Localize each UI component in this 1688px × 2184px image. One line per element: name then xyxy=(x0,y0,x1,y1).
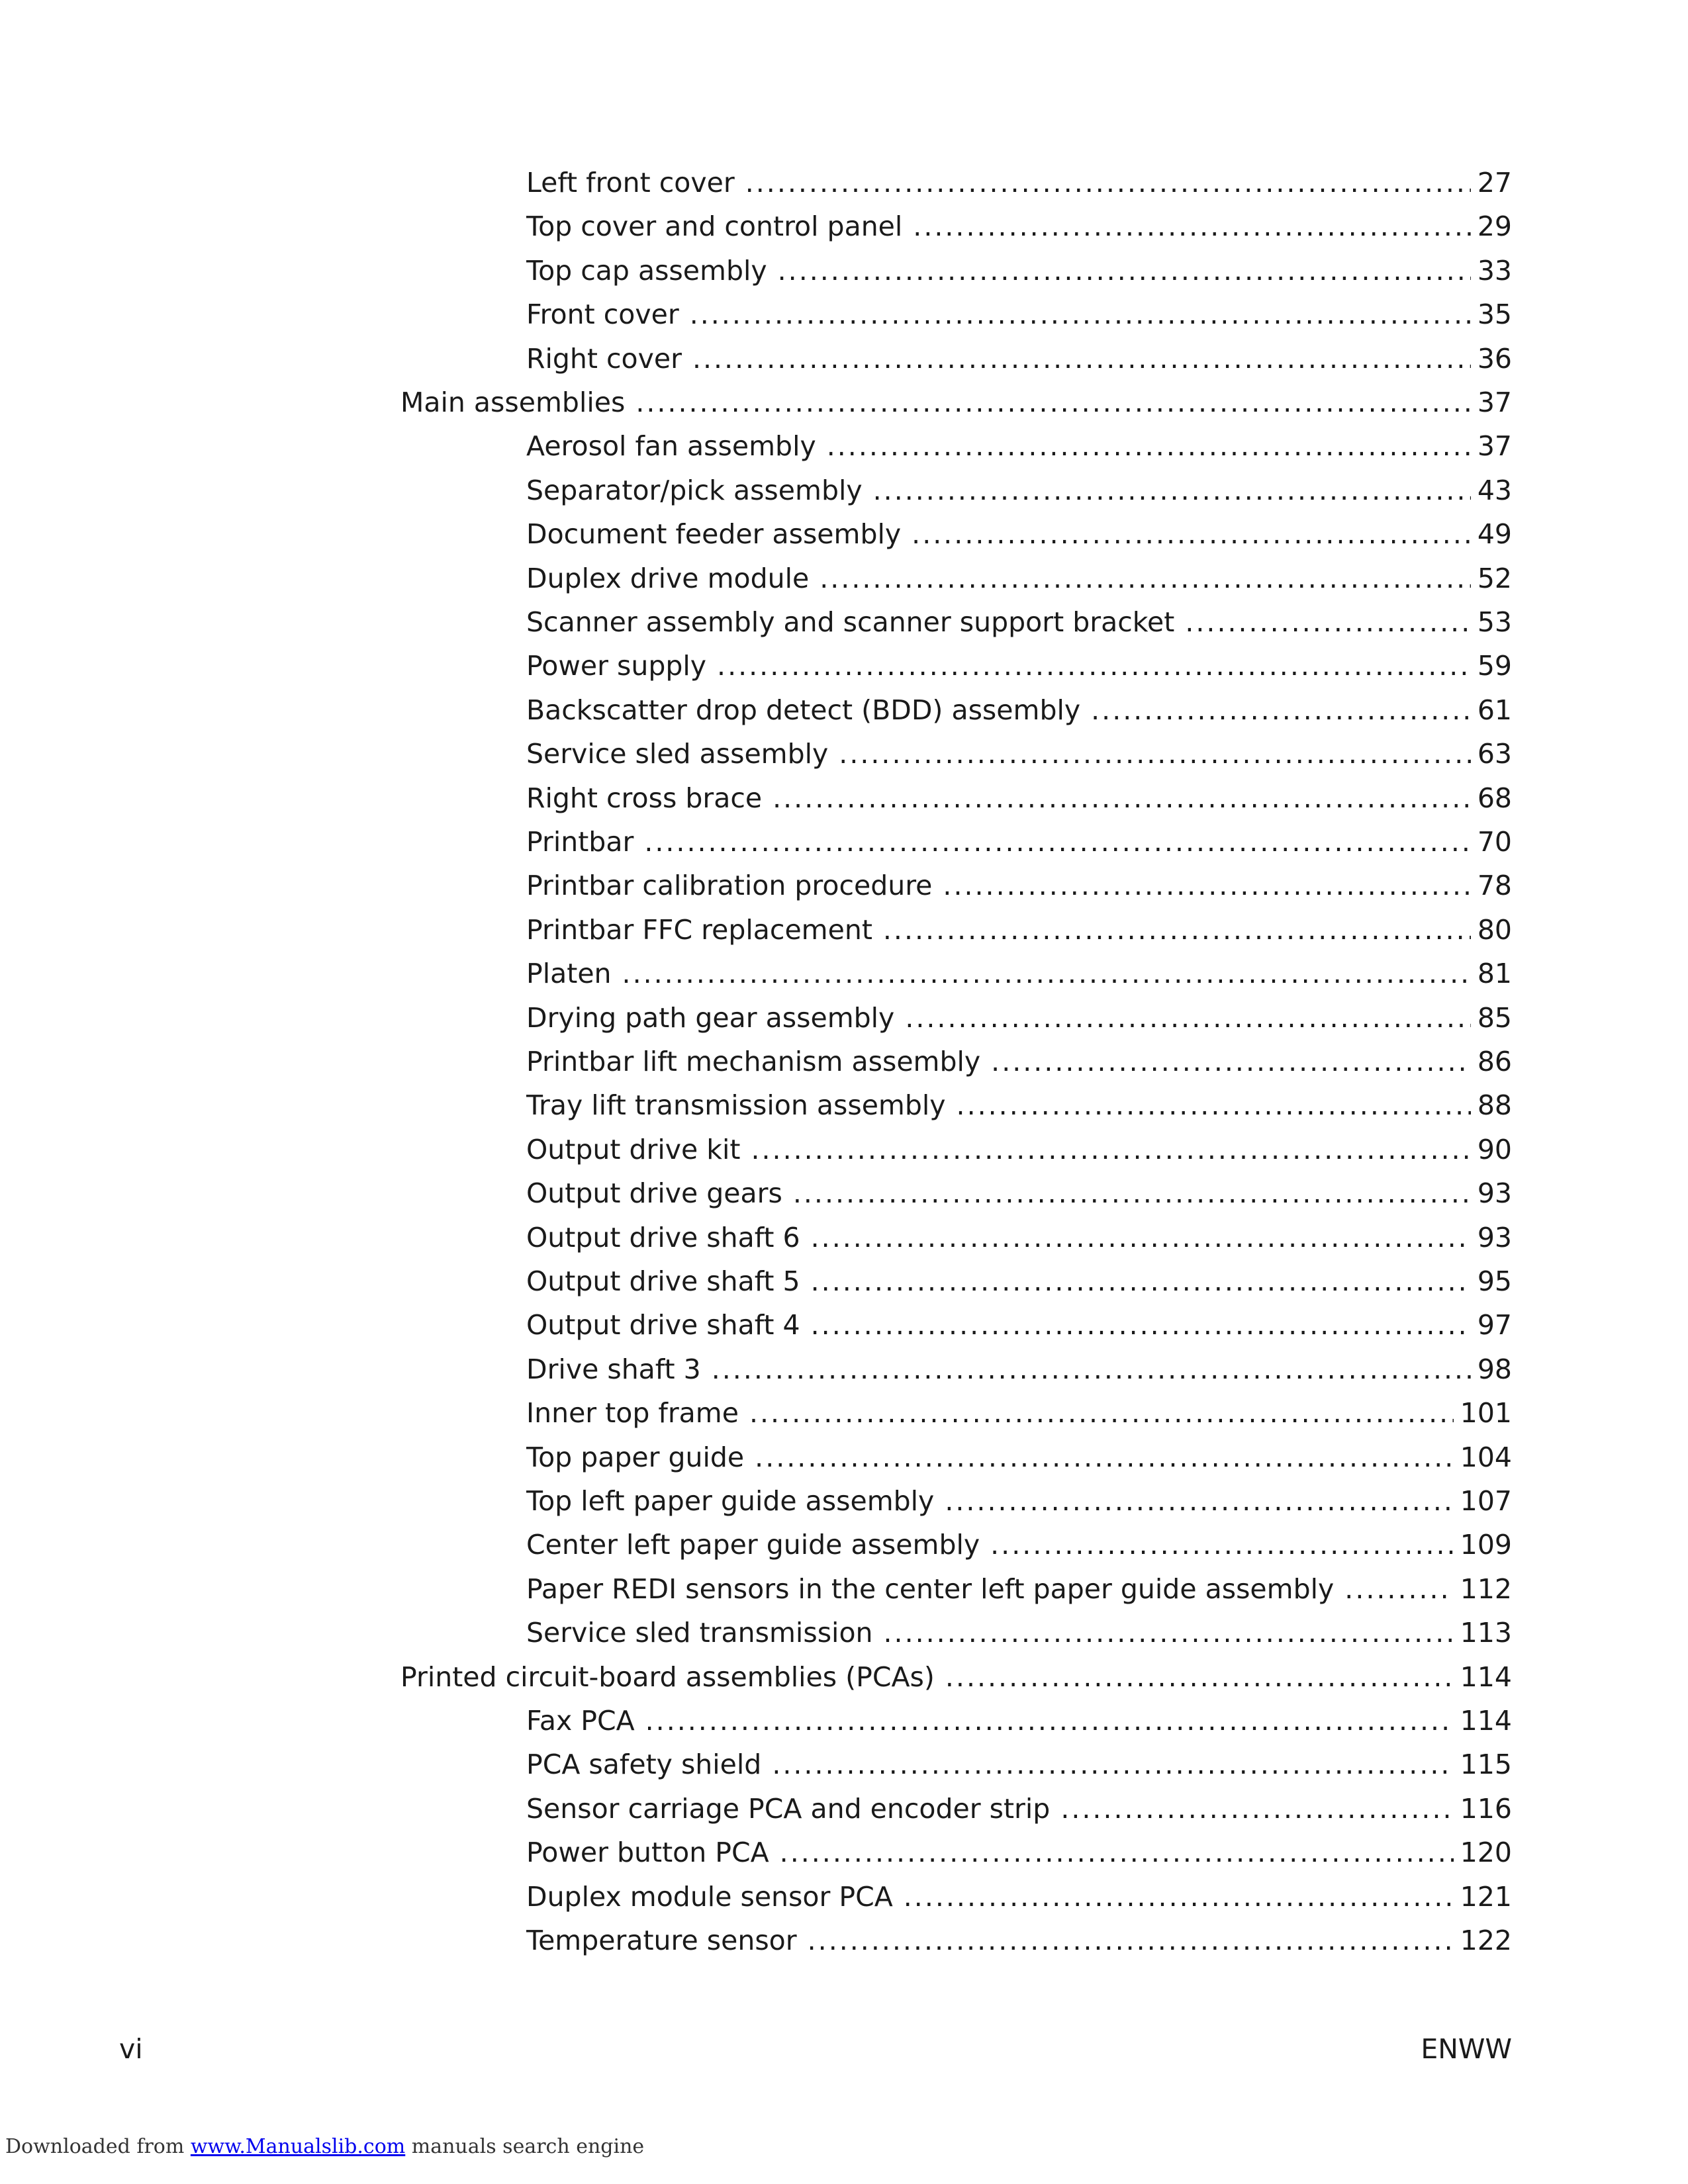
toc-entry-title[interactable]: Top left paper guide assembly xyxy=(526,1485,935,1517)
toc-dot-leader xyxy=(943,864,1470,907)
toc-entry[interactable] xyxy=(526,1040,1512,1083)
toc-entry-title[interactable]: Output drive kit xyxy=(526,1133,741,1165)
toc-entry-title[interactable]: Front cover xyxy=(526,298,679,331)
toc-entry-page: 43 xyxy=(1477,474,1512,506)
toc-dot-leader xyxy=(873,469,1471,512)
toc-entry[interactable] xyxy=(526,1787,1512,1831)
toc-entry-page: 114 xyxy=(1460,1661,1512,1693)
toc-entry[interactable] xyxy=(526,776,1512,820)
toc-entry[interactable] xyxy=(526,557,1512,600)
toc-entry-page: 63 xyxy=(1477,738,1512,770)
toc-dot-leader xyxy=(749,1391,1454,1435)
toc-entry-page: 33 xyxy=(1477,254,1512,287)
toc-entry[interactable] xyxy=(526,644,1512,688)
toc-entry-title[interactable]: Power supply xyxy=(526,650,707,682)
toc-entry[interactable] xyxy=(526,424,1512,468)
toc-entry-title[interactable]: Platen xyxy=(526,958,612,990)
toc-dot-leader xyxy=(883,908,1471,952)
toc-entry[interactable] xyxy=(526,469,1512,512)
toc-dot-leader xyxy=(913,205,1471,248)
toc-entry-page: 116 xyxy=(1460,1792,1512,1825)
toc-entry[interactable] xyxy=(526,337,1512,381)
toc-entry[interactable] xyxy=(526,1523,1512,1567)
toc-entry-page: 86 xyxy=(1477,1046,1512,1077)
manualslib-link[interactable]: www.Manualslib.com xyxy=(190,2135,406,2158)
toc-dot-leader xyxy=(904,1875,1454,1919)
toc-dot-leader xyxy=(717,644,1471,688)
toc-entry-title[interactable]: Printbar FFC replacement xyxy=(526,913,872,946)
toc-entry-page: 93 xyxy=(1477,1221,1512,1253)
toc-entry-title[interactable]: Main assemblies xyxy=(400,387,626,418)
toc-entry[interactable] xyxy=(526,1083,1512,1127)
toc-dot-leader xyxy=(945,1479,1453,1523)
toc-entry-title[interactable]: Inner top frame xyxy=(526,1397,739,1430)
download-prefix: Downloaded from xyxy=(5,2135,185,2158)
locale-code: ENWW xyxy=(1421,2033,1512,2065)
toc-dot-leader xyxy=(773,776,1471,820)
toc-entry-page: 101 xyxy=(1460,1397,1512,1430)
toc-entry[interactable] xyxy=(526,1479,1512,1523)
toc-entry-title[interactable]: Power button PCA xyxy=(526,1837,769,1869)
toc-entry-title[interactable]: Top cap assembly xyxy=(526,254,767,287)
toc-entry-title[interactable]: Left front cover xyxy=(526,167,735,199)
toc-dot-leader xyxy=(991,1040,1471,1083)
toc-entry-page: 109 xyxy=(1460,1529,1512,1561)
toc-entry-page: 49 xyxy=(1477,518,1512,551)
page-number: vi xyxy=(119,2033,143,2065)
toc-entry[interactable] xyxy=(526,908,1512,952)
toc-entry-page: 93 xyxy=(1477,1177,1512,1210)
toc-entry-title[interactable]: Temperature sensor xyxy=(526,1925,797,1956)
toc-entry[interactable] xyxy=(526,1216,1512,1259)
toc-entry-page: 113 xyxy=(1460,1617,1512,1649)
toc-section-entry[interactable] xyxy=(400,381,1512,424)
toc-entry[interactable] xyxy=(526,1435,1512,1479)
toc-dot-leader xyxy=(622,952,1471,995)
toc-entry-title[interactable]: Output drive shaft 5 xyxy=(526,1265,800,1297)
toc-entry-title[interactable]: Drying path gear assembly xyxy=(526,1001,895,1034)
toc-entry-page: 114 xyxy=(1460,1705,1512,1737)
toc-dot-leader xyxy=(712,1347,1471,1391)
toc-entry-title[interactable]: Fax PCA xyxy=(526,1705,635,1737)
toc-dot-leader xyxy=(820,557,1471,600)
toc-dot-leader xyxy=(912,512,1471,556)
toc-entry-page: 90 xyxy=(1477,1133,1512,1165)
toc-entry[interactable] xyxy=(526,293,1512,336)
toc-entry-title[interactable]: Backscatter drop detect (BDD) assembly xyxy=(526,694,1081,726)
toc-entry[interactable] xyxy=(526,864,1512,907)
toc-dot-leader xyxy=(645,1699,1454,1743)
toc-entry[interactable] xyxy=(526,732,1512,776)
toc-dot-leader xyxy=(772,1743,1453,1786)
download-suffix: manuals search engine xyxy=(411,2135,645,2158)
toc-entry-page: 80 xyxy=(1477,913,1512,946)
toc-entry-page: 52 xyxy=(1477,562,1512,594)
toc-entry-title[interactable]: Paper REDI sensors in the center left paper guide assembly xyxy=(526,1572,1335,1605)
toc-entry[interactable] xyxy=(526,688,1512,732)
toc-entry-page: 104 xyxy=(1460,1441,1512,1473)
toc-dot-leader xyxy=(692,337,1471,381)
toc-entry-page: 70 xyxy=(1477,826,1512,858)
toc-entry-title[interactable]: PCA safety shield xyxy=(526,1749,762,1781)
toc-entry-page: 97 xyxy=(1477,1309,1512,1342)
toc-dot-leader xyxy=(755,1435,1454,1479)
toc-entry[interactable] xyxy=(526,1875,1512,1919)
toc-entry-title[interactable]: Printbar xyxy=(526,826,634,858)
toc-entry-page: 95 xyxy=(1477,1265,1512,1297)
toc-entry-page: 107 xyxy=(1460,1485,1512,1517)
toc-entry[interactable] xyxy=(526,249,1512,293)
toc-entry[interactable] xyxy=(526,952,1512,995)
toc-entry-title[interactable]: Duplex drive module xyxy=(526,562,810,594)
toc-dot-leader xyxy=(1344,1567,1453,1611)
toc-entry-page: 61 xyxy=(1477,694,1512,726)
toc-entry-page: 53 xyxy=(1477,606,1512,638)
toc-dot-leader xyxy=(778,249,1471,293)
toc-dot-leader xyxy=(1060,1787,1453,1831)
toc-dot-leader xyxy=(793,1171,1471,1215)
toc-entry-title[interactable]: Right cross brace xyxy=(526,782,763,814)
toc-entry[interactable] xyxy=(526,1611,1512,1655)
toc-dot-leader xyxy=(1091,688,1471,732)
toc-entry-page: 37 xyxy=(1477,387,1512,418)
toc-entry-title[interactable]: Scanner assembly and scanner support bracket xyxy=(526,606,1175,638)
toc-entry-page: 81 xyxy=(1477,958,1512,990)
toc-dot-leader xyxy=(644,820,1471,864)
toc-entry[interactable] xyxy=(526,1303,1512,1347)
toc-entry-page: 85 xyxy=(1477,1001,1512,1034)
toc-dot-leader xyxy=(1185,600,1470,644)
toc-entry[interactable] xyxy=(526,1699,1512,1743)
toc-dot-leader xyxy=(780,1831,1454,1874)
toc-entry-page: 122 xyxy=(1460,1925,1512,1956)
toc-entry-page: 29 xyxy=(1477,210,1512,243)
toc-dot-leader xyxy=(635,381,1471,424)
toc-entry-title[interactable]: Top cover and control panel xyxy=(526,210,903,243)
toc-entry-title[interactable]: Output drive gears xyxy=(526,1177,782,1210)
toc-entry-page: 98 xyxy=(1477,1353,1512,1385)
toc-entry-page: 35 xyxy=(1477,298,1512,331)
toc-dot-leader xyxy=(957,1083,1471,1127)
toc-entry-page: 36 xyxy=(1477,342,1512,375)
toc-entry[interactable] xyxy=(526,1259,1512,1303)
toc-entry-page: 37 xyxy=(1477,430,1512,463)
toc-dot-leader xyxy=(945,1655,1454,1699)
toc-entry-title[interactable]: Sensor carriage PCA and encoder strip xyxy=(526,1792,1051,1825)
toc-entry[interactable] xyxy=(526,205,1512,248)
toc-entry[interactable] xyxy=(526,996,1512,1040)
toc-entry-page: 27 xyxy=(1477,167,1512,199)
toc-entry-title[interactable]: Printbar lift mechanism assembly xyxy=(526,1046,981,1077)
download-attribution xyxy=(5,2135,644,2158)
toc-entry-page: 115 xyxy=(1460,1749,1512,1781)
toc-entry-title[interactable]: Printbar calibration procedure xyxy=(526,870,933,902)
toc-entry-page: 68 xyxy=(1477,782,1512,814)
toc-dot-leader xyxy=(990,1523,1454,1567)
toc-entry[interactable] xyxy=(526,1128,1512,1171)
toc-entry-title[interactable]: Top paper guide xyxy=(526,1441,745,1473)
toc-dot-leader xyxy=(811,1259,1471,1303)
toc-dot-leader xyxy=(808,1919,1454,1962)
toc-entry-page: 112 xyxy=(1460,1572,1512,1605)
toc-entry-title[interactable]: Separator/pick assembly xyxy=(526,474,863,506)
toc-entry-title[interactable]: Output drive shaft 4 xyxy=(526,1309,800,1342)
toc-entry-page: 78 xyxy=(1477,870,1512,902)
toc-dot-leader xyxy=(827,424,1471,468)
toc-dot-leader xyxy=(905,996,1471,1040)
toc-entry-page: 88 xyxy=(1477,1089,1512,1122)
toc-entry[interactable] xyxy=(526,820,1512,864)
toc-dot-leader xyxy=(839,732,1471,776)
toc-dot-leader xyxy=(884,1611,1454,1655)
toc-entry-page: 121 xyxy=(1460,1880,1512,1913)
toc-entry-title[interactable]: Center left paper guide assembly xyxy=(526,1529,980,1561)
toc-entry[interactable] xyxy=(526,1831,1512,1874)
toc-entry[interactable] xyxy=(526,1347,1512,1391)
toc-entry[interactable] xyxy=(526,1567,1512,1611)
toc-entry[interactable] xyxy=(526,1743,1512,1786)
toc-dot-leader xyxy=(690,293,1471,336)
toc-entry-title[interactable]: Aerosol fan assembly xyxy=(526,430,816,463)
toc-entry-title[interactable]: Drive shaft 3 xyxy=(526,1353,701,1385)
toc-entry-title[interactable]: Tray lift transmission assembly xyxy=(526,1089,946,1122)
toc-entry[interactable] xyxy=(526,161,1512,205)
toc-entry-title[interactable]: Document feeder assembly xyxy=(526,518,902,551)
toc-entry[interactable] xyxy=(526,600,1512,644)
toc-entry[interactable] xyxy=(526,1391,1512,1435)
toc-entry-title[interactable]: Duplex module sensor PCA xyxy=(526,1880,893,1913)
toc-entry-title[interactable]: Output drive shaft 6 xyxy=(526,1221,800,1253)
toc-dot-leader xyxy=(811,1303,1471,1347)
toc-entry-title[interactable]: Service sled transmission xyxy=(526,1617,873,1649)
toc-entry[interactable] xyxy=(526,1171,1512,1215)
toc-entry-page: 120 xyxy=(1460,1837,1512,1869)
toc-section-entry[interactable] xyxy=(400,1655,1512,1699)
toc-entry-title[interactable]: Printed circuit-board assemblies (PCAs) xyxy=(400,1661,935,1693)
toc-entry-page: 59 xyxy=(1477,650,1512,682)
toc-dot-leader xyxy=(745,161,1471,205)
toc-entry[interactable] xyxy=(526,512,1512,556)
toc-entry-title[interactable]: Service sled assembly xyxy=(526,738,829,770)
toc-entry-title[interactable]: Right cover xyxy=(526,342,682,375)
toc-entry[interactable] xyxy=(526,1919,1512,1962)
toc-dot-leader xyxy=(811,1216,1471,1259)
toc-dot-leader xyxy=(751,1128,1470,1171)
